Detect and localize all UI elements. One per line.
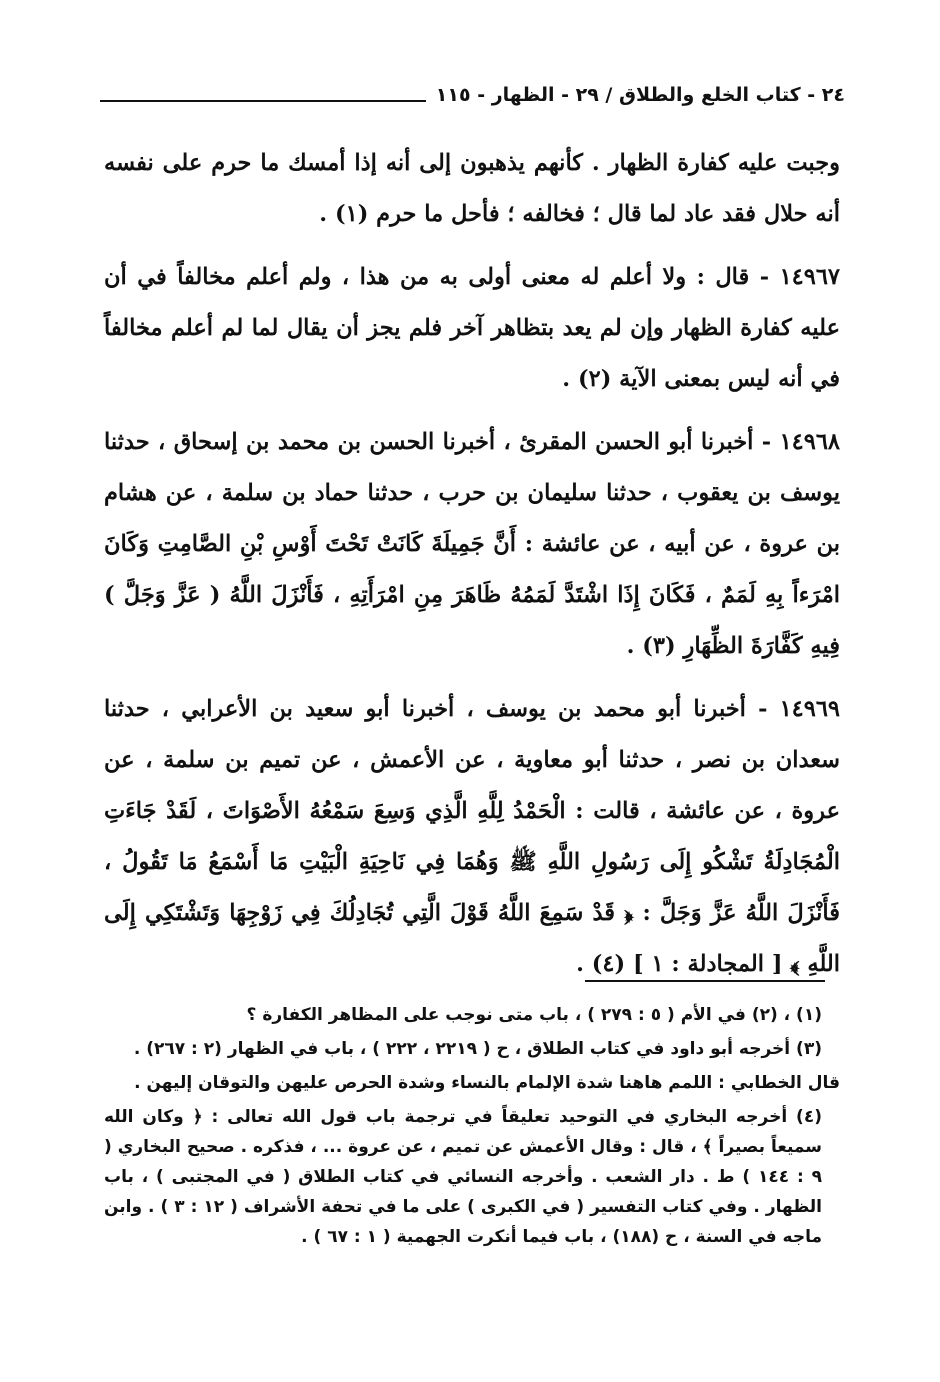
paragraph-continuation: وجبت عليه كفارة الظهار . كأنهم يذهبون إلى أنه إذا أمسك ما حرم على نفسه أنه حلال فقد عاد لما قال ؛ فخالفه ؛ فأحل ما حرم (١) . [104, 150, 840, 227]
paragraph-14968: ١٤٩٦٨ - أخبرنا أبو الحسن المقرئ ، أخبرنا الحسن بن محمد بن إسحاق ، حدثنا يوسف بن يعقوب ، حدثنا سليمان بن حرب ، حدثنا حماد بن سلمة ، عن هشام بن عروة ، عن أبيه ، عن عائشة : أَنَّ جَمِيلَةَ كَانَتْ تَحْتَ أَوْسِ بْنِ الصَّامِتِ وَكَانَ امْرَءاً بِهِ لَمَمٌ ، فَكَانَ إِذَا اشْتَدَّ لَمَمُهُ ظَاهَرَ مِنِ امْرَأَتِهِ ، فَأَنْزَلَ اللَّهُ ( عَزَّ وَجَلَّ ) فِيهِ كَفَّارَةَ الظِّهَارِ (٣) . [104, 429, 840, 659]
footnote-4: (٤) أخرجه البخاري في التوحيد تعليقاً في ترجمة باب قول الله تعالى : ﴿ وكان الله سميعاً بصيراً ﴾ ، قال : وقال الأعمش عن تميم ، عن عروة ... ، فذكره . صحيح البخاري ( ٩ : ١٤٤ ) ط . دار الشعب . وأخرجه النسائي في كتاب الطلاق ( في المجتبى ) ، باب الظهار . وفي كتاب التفسير ( في الكبرى ) على ما في تحفة الأشراف ( ١٢ : ٣ ) . وابن ماجه في السنة ، ح (١٨٨) ، باب فيما أنكرت الجهمية ( ١ : ٦٧ ) . [104, 1107, 822, 1247]
footnotes [104, 1000, 840, 1256]
footnote-separator [585, 980, 825, 982]
header-title: ٢٤ - كتاب الخلع والطلاق / ٢٩ - الظهار - ١١٥ [435, 84, 845, 106]
footnote-3: (٣) أخرجه أبو داود في كتاب الطلاق ، ح ( ٢٢١٩ ، ٢٢٢ ) ، باب في الظهار (٢ : ٢٦٧) . [133, 1039, 822, 1059]
paragraph-14967: ١٤٩٦٧ - قال : ولا أعلم له معنى أولى به من هذا ، ولم أعلم مخالفاً في أن عليه كفارة الظهار وإن لم يعد بتظاهر آخر فلم يجز أن يقال لما لم أعلم مخالفاً في أنه ليس بمعنى الآية (٢) . [104, 264, 840, 392]
paragraph-14969: ١٤٩٦٩ - أخبرنا أبو محمد بن يوسف ، أخبرنا أبو سعيد بن الأعرابي ، حدثنا سعدان بن نصر ، حدثنا أبو معاوية ، عن الأعمش ، عن تميم بن سلمة ، عن عروة ، عن عائشة ، قالت : الْحَمْدُ لِلَّهِ الَّذِي وَسِعَ سَمْعُهُ الأَصْوَاتَ ، لَقَدْ جَاءَتِ الْمُجَادِلَةُ تَشْكُو إِلَى رَسُولِ اللَّهِ ﷺ وَهُمَا فِي نَاحِيَةِ الْبَيْتِ مَا أَسْمَعُ مَا تَقُولُ ، فَأَنْزَلَ اللَّهُ عَزَّ وَجَلَّ : ﴿ قَدْ سَمِعَ اللَّهُ قَوْلَ الَّتِي تُجَادِلُكَ فِي زَوْجِهَا وَتَشْتَكِي إِلَى اللَّهِ ﴾ [ المجادلة : ١ ] (٤) . [104, 696, 840, 977]
header-rule [100, 100, 426, 102]
main-text [104, 138, 840, 1002]
running-header [100, 80, 845, 110]
footnote-1-2: (١) ، (٢) في الأم ( ٥ : ٢٧٩ ) ، باب متى نوجب على المظاهر الكفارة ؟ [246, 1005, 822, 1025]
footnote-3-note: قال الخطابي : اللمم هاهنا شدة الإلمام بالنساء وشدة الحرص عليهن والتوقان إليهن . [134, 1073, 840, 1093]
